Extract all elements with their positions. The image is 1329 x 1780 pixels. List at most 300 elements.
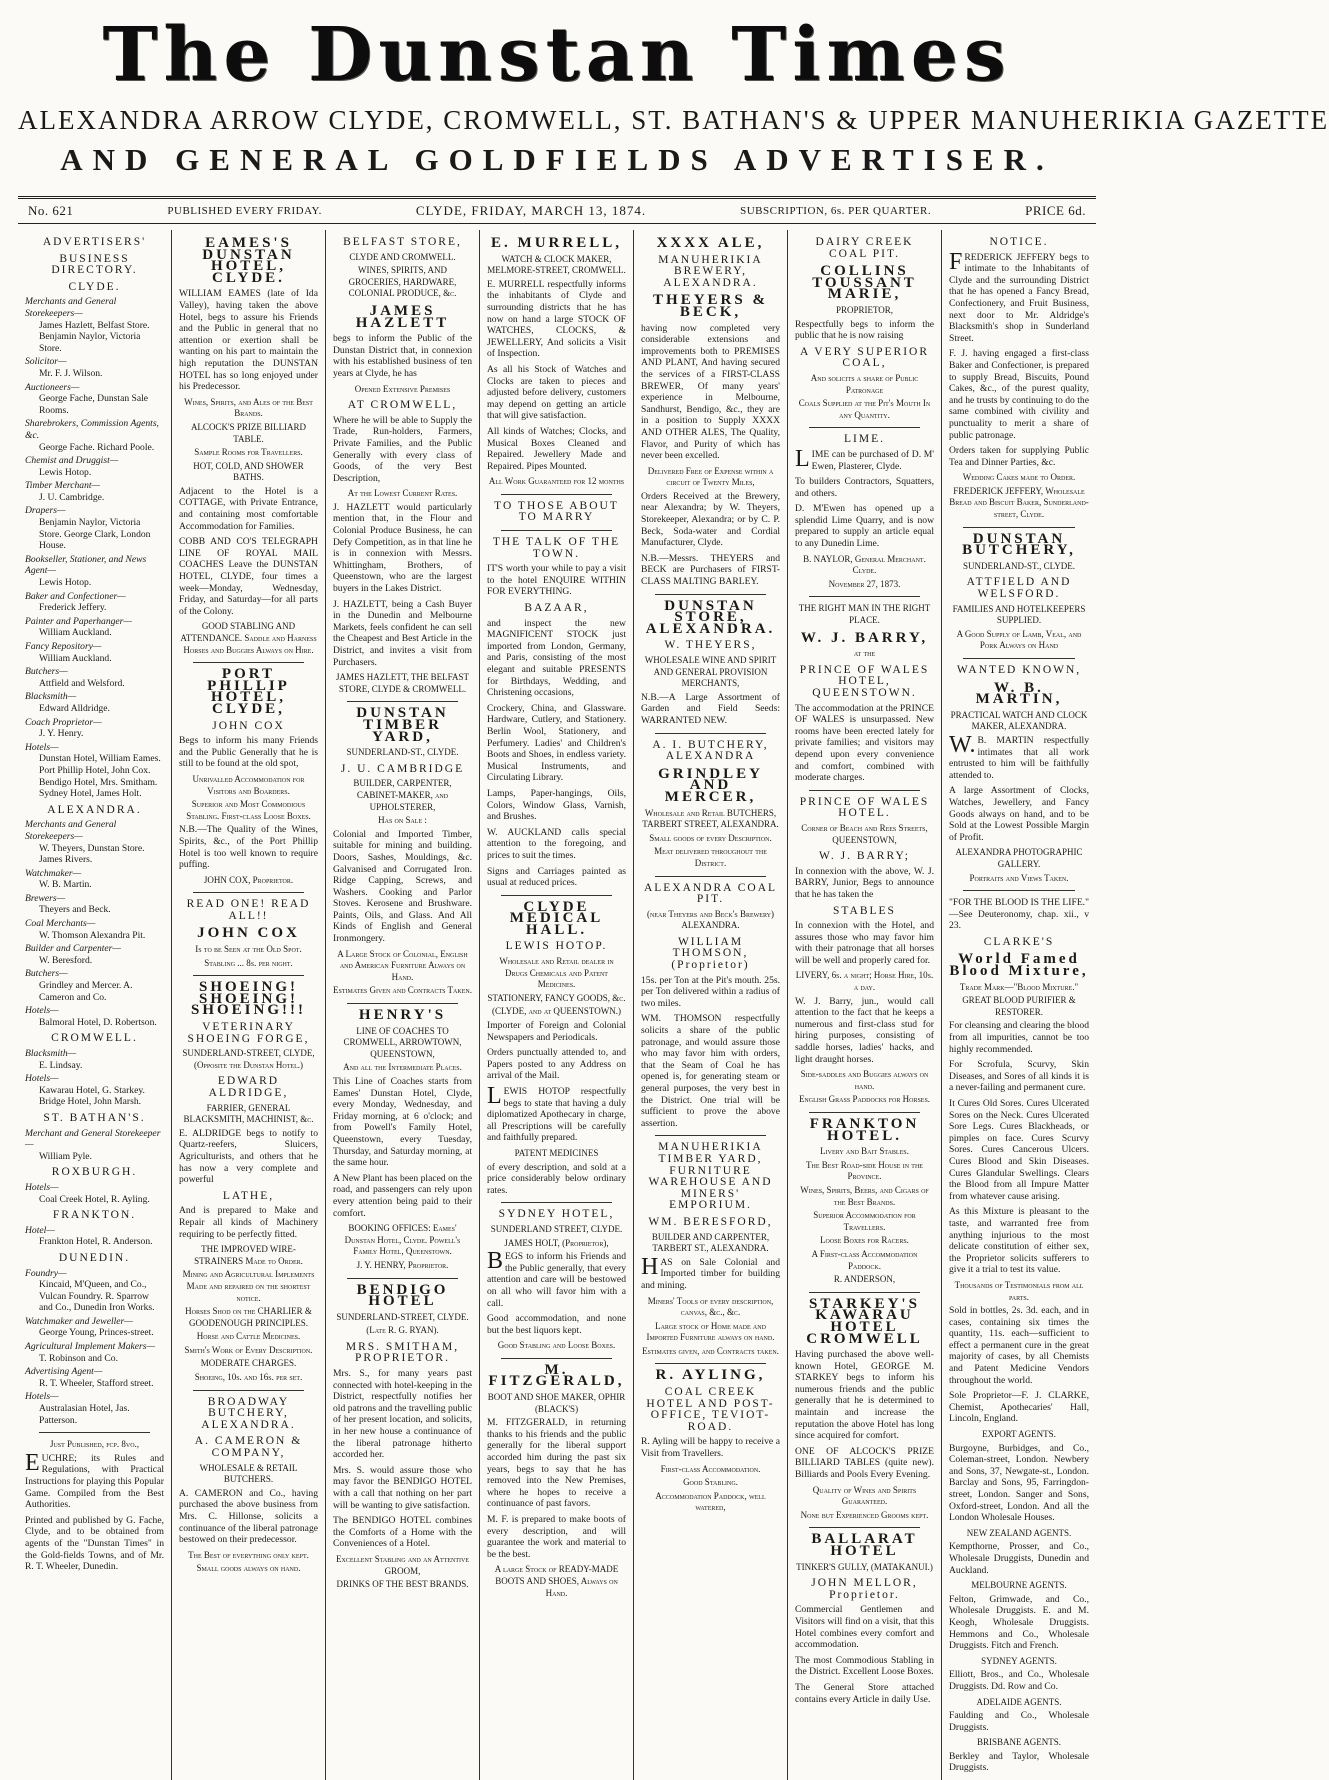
divider [963,527,1075,528]
section-dunedin: DUNEDIN. [58,1251,131,1264]
ad-body: J. HAZLETT, being a Cash Buyer in the Dunedin and Melbourne Markets, feels confident he can sell the Cheapest and Best Article in the District, and invites a visit from Purchasers. [333,598,472,668]
ad-title: BENDIGO HOTEL [356,1281,449,1310]
ad-line: The Best Road-side House in the Province. [806,1159,923,1182]
ad-line: None but Experienced Grooms kept. [800,1509,929,1520]
directory-entry: Attfield and Welsford. [39,677,125,689]
ad-title: ALEXANDRA COAL PIT. [643,881,778,906]
directory-label: Chemist and Druggist— [25,455,119,467]
directory-label: Bookseller, Stationer, and News Agent— [25,553,147,577]
ad-name: J. U. CAMBRIDGE [340,762,465,775]
ad-line: BUILDER AND CARPENTER, TARBERT ST., ALEXANDRA. [651,1231,770,1254]
subscription-note: SUBSCRIPTION, 6s. PER QUARTER. [740,205,932,217]
ad-line: AT CROMWELL, [347,399,458,412]
ad-line: Stabling ... 8s. per night. [204,957,293,968]
directory-entry: Edward Alldridge. [39,702,110,714]
column-3 [326,230,480,1780]
directory-label: Butchers— [25,968,68,980]
ad-line: Opened Extensive Premises [354,383,451,394]
ad-title: A. I. BUTCHERY, ALEXANDRA [652,738,769,763]
ad-line: CLYDE AND CROMWELL. [349,251,456,262]
ad-title: NOTICE. [989,236,1049,248]
ad-subtitle: MANUHERIKIA BREWERY, ALEXANDRA. [658,253,763,289]
ad-name: MRS. SMITHAM, PROPRIETOR. [345,1340,460,1365]
ad-body: WILLIAM EAMES (late of Ida Valley), having taken the above Hotel, begs to assure his Friends and the Public in general that no attention or exertion shall be wanting on his part to maintain the high reputation the DUNSTAN HOTEL has so long enjoyed under his Predecessor. [179,288,318,393]
directory-label: Hotels— [25,1073,59,1085]
directory-label: Painter and Paperhanger— [25,615,132,627]
ad-signature: B. NAYLOR, General Merchant. Clyde. [803,553,926,576]
ad-line: MODERATE CHARGES. [200,1358,297,1369]
section-alexandra: ALEXANDRA. [47,803,142,816]
ad-line: GOOD STABLING AND ATTENDANCE. Saddle and Harness Horses and Buggies Always on Hire. [180,621,317,655]
ad-body: IT'S worth your while to pay a visit to the hotel ENQUIRE WITHIN FOR EVERYTHING. [487,563,626,598]
ad-body: Orders Received at the Brewery, near Alexandra; by W. Theyers, Storekeeper, Alexandra; or by C. P. Beck, Soda-water and Cordial Manufacturer, Clyde. [641,490,780,549]
directory-entry: George Young, Princes-street. [39,1327,154,1339]
ad-line: SUNDERLAND-ST., CLYDE. [963,560,1075,571]
ad-line: MELBOURNE AGENTS. [971,1580,1067,1591]
directory-heading: ADVERTISERS' [42,236,147,248]
ad-title: PORT PHILLIP HOTEL, CLYDE, [207,666,290,717]
divider [809,1112,920,1113]
ad-line: Wholesale and Retail BUTCHERS, TARBERT STREET, ALEXANDRA. [642,807,779,830]
ad-body: E. ALDRIDGE begs to notify to Quartz-reefers, Sluicers, Agriculturists, and others that he has now a very complete and powerful [179,1127,318,1186]
newspaper-subtitle: ALEXANDRA ARROW CLYDE, CROMWELL, ST. BATHAN'S & UPPER MANUHERIKIA GAZETTE [18,105,1329,135]
ad-title: R. AYLING, [655,1367,766,1384]
ad-body: The BENDIGO HOTEL combines the Comforts of a Home with the Conveniences of a Hotel. [333,1515,472,1550]
divider [655,876,766,877]
column-4 [480,230,634,1780]
directory-entry: J. U. Cambridge. [39,491,105,503]
ad-signature: R. ANDERSON, [833,1274,896,1285]
divider [809,427,920,428]
ad-signature: JAMES HAZLETT, THE BELFAST STORE, CLYDE & CROMWELL. [336,672,469,694]
column-6 [788,230,942,1780]
ad-name: THEYERS & BECK, [653,292,768,320]
ad-body: BEGS to inform his Friends and the Public generally, that every attention and care will be bestowed on all who will favor him with a call. [487,1248,626,1309]
ad-name: JAMES HAZLETT [355,302,450,331]
directory-entry: W. Beresford. [39,954,93,966]
ad-line: THE RIGHT MAN IN THE RIGHT PLACE. [798,603,931,626]
directory-entry: Theyers and Beck. [39,904,111,916]
ad-body: Commercial Gentlemen and Visitors will find on a visit, that this Hotel combines every comfort and accommodation. [795,1604,934,1651]
divider [963,658,1075,659]
issue-date: CLYDE, FRIDAY, MARCH 13, 1874. [415,203,647,218]
ad-line: Small goods always on hand. [196,1563,301,1574]
ad-name: A. CAMERON & COMPANY, [194,1435,303,1460]
ad-line: NEW ZEALAND AGENTS. [966,1527,1072,1538]
ad-body: W.B. MARTIN respectfully intimates that all work entrusted to him will be faithfully attended to. [949,731,1089,781]
ad-line: Wines, Spirits, Beers, and Cigars of the Best Brands. [800,1184,929,1207]
directory-label: Blacksmith— [25,1048,77,1059]
ad-line: BRISBANE AGENTS. [976,1737,1061,1748]
directory-entry: E. Lindsay. [39,1059,83,1071]
columns [18,230,1096,1774]
ad-body: N.B.—A Large Assortment of Garden and Field Seeds: WARRANTED NEW. [641,691,780,726]
ad-line: Horse and Cattle Medicines. [196,1331,301,1342]
directory-label: Fancy Repository— [25,641,102,652]
ad-title: TO THOSE ABOUT TO MARRY [494,499,619,524]
directory-entry: George Fache, Dunstan Sale Rooms. [39,393,149,416]
divider [501,895,612,896]
ad-body: A. CAMERON and Co., having purchased the above business from Mrs. C. Hillonse, solicits a continuance of the liberal patronage bestowed on their predecessor. [179,1487,318,1546]
ad-name: JOHN MELLOR, Proprietor. [811,1577,918,1601]
divider [501,530,612,531]
ad-line: Superior Accommodation for Travellers. [813,1210,916,1232]
directory-label: Advertising Agent— [25,1366,103,1378]
directory-entry: Australasian Hotel, Jas. Patterson. [39,1403,130,1426]
ad-line: SUNDERLAND-STREET, CLYDE. [336,1311,469,1322]
ad-line: Wholesale and Retail dealer in Drugs Chemicals and Patent Medicines. [499,956,614,990]
directory-entry: W. B. Martin. [39,879,92,891]
ad-line: Wedding Cakes made to Order. [962,472,1076,483]
ad-name: World Famed Blood Mixture, [949,951,1089,980]
ad-date: November 27, 1873. [828,578,901,589]
ad-line: Estimates given, and Contracts taken. [642,1345,779,1356]
ad-line: PROPRIETOR, [835,304,894,315]
directory-entry: Balmoral Hotel, D. Robertson. [39,1016,157,1028]
divider [501,1202,612,1203]
directory-entry: Benjamin Naylor, Victoria Store. George Clark, London House. [39,517,151,552]
ad-line: English Grass Paddocks for Horses. [798,1094,931,1105]
ad-line: Has on Sale : [378,815,427,826]
ad-name: WM. BERESFORD, [648,1215,773,1228]
ad-line: DRINKS OF THE BEST BRANDS. [336,1579,469,1590]
ad-line: BAZAAR, [524,602,589,615]
ad-line: Excellent Stabling and an Attentive GROOM, [335,1553,469,1576]
divider [809,790,920,791]
ad-name: W. B. MARTIN, [975,679,1063,708]
directory-label: Hotel— [25,1224,55,1236]
divider [501,1358,612,1359]
ad-body: Orders punctually attended to, and Papers posted to any Address on arrival of the Mail. [487,1047,626,1082]
directory-label: Foundry— [25,1267,67,1279]
ad-title: E. MURRELL, [491,235,622,251]
ad-title: M. FITZGERALD, [488,1361,625,1390]
directory-label: Hotels— [25,1181,59,1193]
ad-line: GREAT BLOOD PURIFIER & RESTORER. [962,995,1076,1017]
section-clyde: CLYDE. [68,280,121,293]
ad-name: WILLIAM THOMSON, (Proprietor) [671,935,750,972]
ad-body: Adjacent to the Hotel is a COTTAGE, with Private Entrance, and containing most comfortable Accommodation for Families. [179,485,318,532]
ad-line: Coals Supplied at the Pit's Mouth In any Quantity. [798,398,931,420]
ad-body: COBB AND CO'S TELEGRAPH LINE OF ROYAL MAIL COACHES Leave the DUNSTAN HOTEL, CLYDE, four times a week—Monday, Wednesday, Friday, and Saturday—for all parts of the Colony. [179,536,318,617]
directory-label: Coal Merchants— [25,918,96,930]
ad-body: The most Commodious Stabling in the District. Excellent Loose Boxes. [795,1654,934,1678]
ad-name: W. J. BARRY, [800,629,929,646]
ad-body: Burgoyne, Burbidges, and Co., Coleman-street, London. Newbery and Sons, 37, Newgate-st., London. Barclay and Sons, 95, Farringdon-street, London. Sanger and Sons, Oxford-street, London. And all the London Wholesale Houses. [949,1442,1089,1524]
dateline [18,196,1096,224]
ad-line: Shoeing, 10s. and 16s. per set. [194,1372,303,1383]
ad-line: Accommodation Paddock, well watered, [655,1490,766,1513]
directory-label: Hotels— [25,1005,59,1017]
ad-body: D. M'Ewen has opened up a splendid Lime Quarry, and is now prepared to supply an article equal to any Dunedin Lime. [795,503,934,550]
ad-line: Is to be Seen at the Old Spot. [195,944,302,955]
ad-body: Elliott, Bros., and Co., Wholesale Druggists. Dd. Row and Co. [949,1669,1089,1692]
divider [655,733,766,734]
directory-label: Brewers— [25,892,66,904]
divider [501,494,612,495]
ad-body: The accommodation at the PRINCE OF WALES is unsurpassed. New rooms have been erected lately for private families; and visitors may depend upon every convenience and comfort, combined with moderate charges. [795,702,934,784]
ad-body: It Cures Old Sores. Cures Ulcerated Sores on the Neck. Cures Ulcerated Sore Legs. Cures Blackheads, or pimples on face. Cures Scurvy Sores. Cures Cancerous Ulcers. Cures Blood and Skin Diseases. Cures Glandular Swellings. Clears the Blood from all Impure Matter from whatever cause arising. [949,1098,1089,1202]
directory-entry: J. Y. Henry. [39,728,84,740]
ad-body: "FOR THE BLOOD IS THE LIFE." —See Deuteronomy, chap. xii., v 23. [949,897,1089,932]
ad-line: A Good Supply of Lamb, Veal, and Pork Always on Hand [956,628,1082,651]
section-frankton: FRANKTON. [52,1209,137,1222]
ad-line: Sample Rooms for Travellers. [194,447,303,458]
ad-body: HAS on Sale Colonial and Imported timber for building and mining. [641,1253,780,1291]
ad-line: Delivered Free of Expense within a circuit of Twenty Miles, [647,465,774,488]
ad-line: (CLYDE, and at QUEENSTOWN.) [492,1006,621,1017]
directory-entry: Lewis Hotop. [39,466,92,478]
directory-entry: W. Thomson Alexandra Pit. [39,929,146,941]
ad-body: Orders taken for supplying Public Tea and Dinner Parties, &c. [949,445,1089,468]
divider [963,890,1075,891]
directory-entry: Frederick Jeffery. [39,602,107,614]
ad-title: SHOEING! SHOEING! SHOEING!!! [190,979,306,1019]
ad-title: BROADWAY BUTCHERY, ALEXANDRA. [201,1395,296,1431]
ad-line: Mining and Agricultural Implements Made and repaired on the shortest notice. [182,1269,315,1303]
ad-title: EAMES'S DUNSTAN HOTEL, CLYDE. [202,235,295,286]
ad-signature: J. Y. HENRY, Proprietor. [356,1259,449,1270]
column-2 [172,230,326,1780]
directory-label: Baker and Confectioner— [25,590,126,602]
directory-entry: Dunstan Hotel, William Eames. Port Phillip Hotel, John Cox. Bendigo Hotel, Mrs. Smitham. Sydney Hotel, James Holt. [39,753,161,800]
divider [655,594,766,595]
ad-body: Sold in bottles, 2s. 3d. each, and in cases, containing six times the quantity, 11s. each—sufficient to effect a permanent cure in the great majority of cases, by all Chemists and Patent Medicine Vendors throughout the world. [949,1305,1089,1386]
directory-entry: Grindley and Mercer. A. Cameron and Co. [39,980,133,1003]
ad-line: Large stock of Home made and Imported Furniture always on hand. [646,1320,775,1343]
ad-body: For Scrofula, Scurvy, Skin Diseases, and Sores of all kinds it is a never-failing and permanent cure. [949,1059,1089,1094]
ad-line: Livery and Bait Stables. [820,1146,909,1157]
ad-name: EDWARD ALDRIDGE, [208,1075,289,1099]
ad-body: Felton, Grimwade, and Co., Wholesale Druggists. E. and M. Keogh, Wholesale Druggists. Hemmons and Co., Wholesale Druggists. Fitch and French. [949,1593,1089,1652]
ad-line: Horses Shod on the CHARLIER & GOODENOUGH PRINCIPLES. [185,1306,312,1328]
ad-line: A First-class Accommodation Paddock. [811,1248,918,1271]
ad-title: DUNSTAN BUTCHERY, [962,530,1076,559]
ad-body: LEWIS HOTOP respectfully begs to state that having a duly diplomatized Apothecary in charge, all Prescriptions will be carefully and faithfully prepared. [487,1083,626,1144]
divider [809,1527,920,1528]
ad-body: Where he will be able to Supply the Trade, Run-holders, Farmers, Private Families, and the Public Generally with every class of Goods, of the very Best Description, [333,414,472,484]
directory-label: Merchant and General Storekeeper— [25,1127,161,1151]
directory-entry: T. Robinson and Co. [39,1352,118,1364]
directory-entry: Lewis Hotop. [39,577,92,589]
ad-body: Begs to inform his many Friends and the Public Generally that he is still to be found at the old spot, [179,735,318,770]
ad-line: ADELAIDE AGENTS. [976,1696,1062,1707]
ad-line: SUNDERLAND-STREET, CLYDE, (Opposite the Dunstan Hotel.) [182,1048,315,1070]
divider [39,1432,150,1433]
divider [347,701,458,702]
ad-body: Having purchased the above well-known Hotel, GEORGE M. STARKEY begs to inform his numerous friends and the public generally that he is determined to maintain and increase the reputation the above Hotel has long since acquired for comfort. [795,1349,934,1442]
ad-line: Small goods of every Description. [649,832,772,843]
ad-body: And is prepared to Make and Repair all kinds of Machinery requiring to be perfectly fitted. [179,1205,318,1240]
ad-title: CLYDE MEDICAL HALL. [509,898,604,938]
ad-body: As this Mixture is pleasant to the taste, and warranted free from anything injurious to the most delicate constitution of either sex, the Proprietor solicits sufferers to give it a trial to test its value. [949,1206,1089,1276]
directory-label: Drapers— [25,505,66,517]
directory-label: Solicitor— [25,356,67,368]
ad-body: As all his Stock of Watches and Clocks are taken to pieces and adjusted before delivery, customers may depend on getting an article that will give satisfaction. [487,363,626,422]
ad-line: Meat delivered throughout the District. [654,846,767,868]
ad-body: ONE OF ALCOCK'S PRIZE BILLIARD TABLES (quite new). Billiards and Pools Every Evening. [795,1445,934,1481]
ad-body: All kinds of Watches; Clocks, and Musical Boxes Cleaned and Repaired. Jewellery Made and Repaired. Pipes Mounted. [487,425,626,472]
ad-line: FARRIER, GENERAL BLACKSMITH, MACHINIST, &c. [183,1102,314,1125]
ad-line: Wines, Spirits, and Ales of the Best Brands. [184,396,313,419]
ad-line: Portraits and Views Taken. [969,872,1069,883]
ad-body: This Line of Coaches starts from Eames' Dunstan Hotel, Clyde, every Monday, Wednesday, and Friday morning, at 6 o'clock; and from Powell's Family Hotel, Queenstown, every Tuesday, Thursday, and Saturday morning, at the same hour. [333,1076,472,1169]
ad-subtitle: PRINCE OF WALES HOTEL, QUEENSTOWN. [799,663,930,699]
ad-line: Quality of Wines and Spirits Guaranteed. [812,1484,917,1507]
directory-entry: Kawarau Hotel, G. Starkey. Bridge Hotel, John Marsh. [39,1084,145,1108]
ad-body: The General Store attached contains every Article in daily Use. [795,1681,934,1705]
directory-entry: James Hazlett, Belfast Store. Benjamin Naylor, Victoria Store. [39,319,150,354]
ad-body: To builders Contractors, Squatters, and others. [795,476,934,499]
ad-title: MANUHERIKIA TIMBER YARD, FURNITURE WAREHOUSE AND MINERS' EMPORIUM. [648,1141,773,1212]
ad-body: FREDERICK JEFFERY begs to intimate to the Inhabitants of Clyde and the surrounding District that he has opened a Fancy Bread, Confectionery, and Fruit Business, next door to Mr. Aldridge's Blacksmith's shop in Sunderland Street. [949,248,1089,344]
directory-entry: Kincaid, M'Queen, and Co., Vulcan Foundry. R. Sparrow and Co., Dunedin Iron Works. [39,1279,155,1314]
ad-name: JOHN COX [212,719,285,732]
directory-entry: W. Theyers, Dunstan Store. James Rivers. [39,842,145,866]
ad-body: LIME can be purchased of D. M' Ewen, Plasterer, Clyde. [795,445,934,472]
section-cromwell: CROMWELL. [51,1032,138,1045]
divider [193,1390,304,1391]
ad-line: STATIONERY, FANCY GOODS, &c. [487,992,626,1003]
ad-line: Good Stabling and Loose Boxes. [497,1340,616,1351]
ad-body: WM. THOMSON respectfully solicits a share of the public patronage, and would assure those who may favor him with orders, that the Seam of Coal he has opened is, for generating steam or general purposes, the very best in the District. One trial will be sufficient to prove the above assertion. [641,1013,780,1129]
issue-price: PRICE 6d. [1025,203,1086,218]
newspaper-subtitle-2: AND GENERAL GOLDFIELDS ADVERTISER. [60,142,1054,177]
ad-body: Sole Proprietor—F. J. CLARKE, Chemist, Apothecaries' Hall, Lincoln, England. [949,1390,1089,1425]
ad-title: STARKEY'S KAWARAU HOTEL CROMWELL [806,1295,923,1347]
ad-line: Loose Boxes for Racers. [820,1235,909,1246]
ad-title: PRINCE OF WALES HOTEL. [799,795,930,820]
ad-line: (Late R. G. RYAN). [366,1325,439,1336]
ad-name: COLLINS TOUSSANT MARIE, [812,263,917,303]
ad-title: DUNSTAN STORE, ALEXANDRA. [645,597,776,637]
ad-title: BELFAST STORE, [343,236,462,248]
ad-line: BOOKING OFFICES: Eames' Dunstan Hotel, Clyde. Powell's Family Hotel, Queenstown. [344,1223,461,1257]
ad-line: Superior and Most Commodious Stabling. First-class Loose Boxes. [186,799,311,821]
printer-notice: Printed and published by G. Fache, Clyde, and to be obtained from agents of the "Dunstan Times" in the Gold-fields Towns, and of Mr. R. T. Wheeler, Dunedin. [25,1514,164,1573]
ad-body: W. AUCKLAND calls special attention to the foregoing, and prices to suit the times. [487,826,626,861]
ad-line: TINKER'S GULLY, (MATAKANUI.) [796,1561,933,1572]
divider [347,1278,458,1279]
ad-body: Kempthorne, Prosser, and Co., Wholesale Druggists, Dunedin and Auckland. [949,1541,1089,1576]
ad-title: DUNSTAN TIMBER YARD, [356,705,449,745]
ad-line: WHOLESALE & RETAIL BUTCHERS. [199,1462,298,1485]
ad-body: Lamps, Paper-hangings, Oils, Colors, Window Glass, Varnish, and Brushes. [487,787,626,823]
ad-line: WHOLESALE WINE AND SPIRIT AND GENERAL PROVISION MERCHANTS, [644,655,777,689]
ad-title: BALLARAT HOTEL [811,1531,918,1559]
directory-label: Hotels— [25,1391,59,1403]
ad-line: PRACTICAL WATCH AND CLOCK MAKER, ALEXANDRA. [950,709,1088,732]
ad-line: First-class Accommodation. [660,1463,761,1474]
ad-line: SYDNEY AGENTS. [981,1655,1057,1666]
ad-body: N.B.—Messrs. THEYERS and BECK are Purchasers of FIRST-CLASS MALTING BARLEY. [641,552,780,588]
ad-body: N.B.—The Quality of the Wines, Spirits, &c., of the Port Phillip Hotel is too well known to require puffing. [179,824,318,871]
ad-body: Mrs. S., for many years past connected with hotel-keeping in the District, respectfully notifies her old patrons and the travelling public of her present location, and solicits, in her new house a continuance of the liberal patronage hitherto accorded her. [333,1368,472,1461]
divider [809,1292,920,1293]
ad-body: F. J. having engaged a first-class Baker and Confectioner, is prepared to supply Bread, Biscuits, Pound Cakes, &c., of the purest quality, and he trusts by continuing to do the same combined with civility and punctuality to merit a share of public patronage. [949,348,1089,441]
ad-line: WINES, SPIRITS, AND GROCERIES, HARDWARE, COLONIAL PRODUCE, &c. [348,265,457,299]
ad-body: and inspect the new MAGNIFICENT STOCK just imported from London, Germany, and Paris, consisting of the most elegant and suitable PRESENTS for Birthdays, Wedding, and Christening occasions, [487,617,626,699]
directory-label: Hotels— [25,741,59,753]
ad-title: XXXX ALE, [656,235,765,251]
ad-body: A New Plant has been placed on the road, and passengers can rely upon every attention being paid to their comfort. [333,1172,472,1219]
directory-entry: William Pyle. [39,1150,92,1162]
ad-body: Mrs. S. would assure those who may favor the BENDIGO HOTEL with a call that nothing on her part will be wanting to give satisfaction. [333,1464,472,1511]
published-note: PUBLISHED EVERY FRIDAY. [167,205,322,217]
ad-line: Unrivalled Accommodation for Visitors and Boarders. [192,773,305,796]
ad-line: THE IMPROVED WIRE-STRAINERS Made to Order. [194,1244,303,1266]
ad-title: FRANKTON HOTEL. [809,1116,920,1144]
ad-line: SUNDERLAND-ST., CLYDE. [346,747,459,758]
ad-line: And solicits a share of Public Patronage [810,372,919,395]
ad-name: JOHN COX [197,925,300,942]
ad-name: LEWIS HOTOP. [505,940,608,953]
divider [193,662,304,663]
ad-line: at the [853,648,876,659]
ad-line: BOOT AND SHOE MAKER, OPHIR (BLACK'S) [487,1392,626,1414]
ad-body: E. MURRELL respectfully informs the inhabitants of Clyde and surrounding districts that he has now on hand a large STOCK OF WATCHES, CLOCKS, & JEWELLERY, And solicits a Visit of Inspection. [487,278,626,360]
ad-line: PATENT MEDICINES [514,1147,599,1158]
directory-label: Watchmaker— [25,867,82,879]
ad-body: A large Assortment of Clocks, Watches, Jewellery, and Fancy Goods always on hand, and to be Sold at the Lowest Possible Margin of Profit. [949,785,1089,843]
ad-title: SYDNEY HOTEL, [498,1208,615,1221]
ad-body: For cleansing and clearing the blood from all impurities, cannot be too highly recommended. [949,1020,1089,1055]
ad-body: Signs and Carriages painted as usual at reduced prices. [487,865,626,889]
directory-label: Merchants and General Storekeepers— [25,819,117,842]
directory-entry: Frankton Hotel, R. Anderson. [39,1236,153,1248]
ad-body: of every description, and sold at a price considerably below ordinary rates. [487,1161,626,1196]
section-st-bathans: ST. BATHAN'S. [43,1111,146,1124]
ad-name: ATTFIELD AND WELSFORD. [966,576,1072,601]
ad-body: Importer of Foreign and Colonial Newspapers and Periodicals. [487,1020,626,1043]
ad-title: LIME. [844,433,885,446]
ad-line: EXPORT AGENTS. [982,1429,1056,1440]
ad-subtitle: THE TALK OF THE TOWN. [492,536,621,560]
ad-line: The Best of everything only kept. [188,1549,309,1560]
divider [809,596,920,597]
ad-line: Trade Mark—"Blood Mixture." [959,981,1079,992]
ad-line: Corner of Beach and Rees Streets, QUEENSTOWN, [801,822,928,845]
ad-line: Good Stabling. [683,1477,738,1488]
ad-body: 15s. per Ton at the Pit's mouth. 25s. per Ton delivered within a radius of two miles. [641,974,780,1009]
ad-name: GRINDLEY AND MERCER, [658,765,763,805]
directory-label: Merchants and General Storekeepers— [25,296,117,319]
divider [193,975,304,976]
issue-number: No. 621 [28,203,74,218]
ad-line: BUILDER, CARPENTER, CABINET-MAKER, and UPHOLSTERER, [353,778,452,812]
ad-title: CLARKE'S [983,935,1055,948]
ad-line: ALEXANDRA PHOTOGRAPHIC GALLERY. [955,847,1083,869]
directory-label: Watchmaker and Jeweller— [25,1315,133,1327]
ad-line: Miners' Tools of every description, canvas, &c., &c. [647,1295,774,1318]
ad-body: M. F. is prepared to make boots of every description, and will guarantee the work and material to be the best. [487,1514,626,1560]
ad-line: Smith's Work of Every Description. [184,1344,313,1355]
divider [347,1003,458,1004]
ad-body: Respectfully begs to inform the public that he is now raising [795,318,934,342]
ad-line: A VERY SUPERIOR COAL, [799,345,930,370]
ad-name: JAMES HOLT, (Proprietor), [504,1237,609,1248]
ad-body: Crockery, China, and Glassware. Hardware, Cutlery, and Stationery. Berlin Wool, Stationery, and Perfumery. Ladies' and Children's Boots and Shoes, in endless variety. Musical Instruments, and Circulating Library. [487,702,626,784]
directory-entry: Mr. F. J. Wilson. [39,367,103,379]
ad-title: READ ONE! READ ALL!! [186,898,311,922]
euchre-ad: EUCHRE; its Rules and Regulations, with Practical Instructions for playing this Popular Game. Compiled from the Best Authorities. [25,1449,164,1511]
ad-line: And all the Intermediate Places. [343,1062,462,1073]
ad-title: DAIRY CREEK COAL PIT. [815,236,914,260]
ad-body: Faulding and Co., Wholesale Druggists. [949,1710,1089,1733]
ad-body: M. FITZGERALD, in returning thanks to his friends and the public generally for the liberal support accorded him during the past six years, begs to say that he has removed into the New Premises, where he hopes to receive a continuance of past favors. [487,1417,626,1510]
ad-body: begs to inform the Public of the Dunstan District that, in connexion with his established business of ten years at Clyde, he has [333,333,472,379]
directory-label: Auctioneers— [25,381,80,393]
